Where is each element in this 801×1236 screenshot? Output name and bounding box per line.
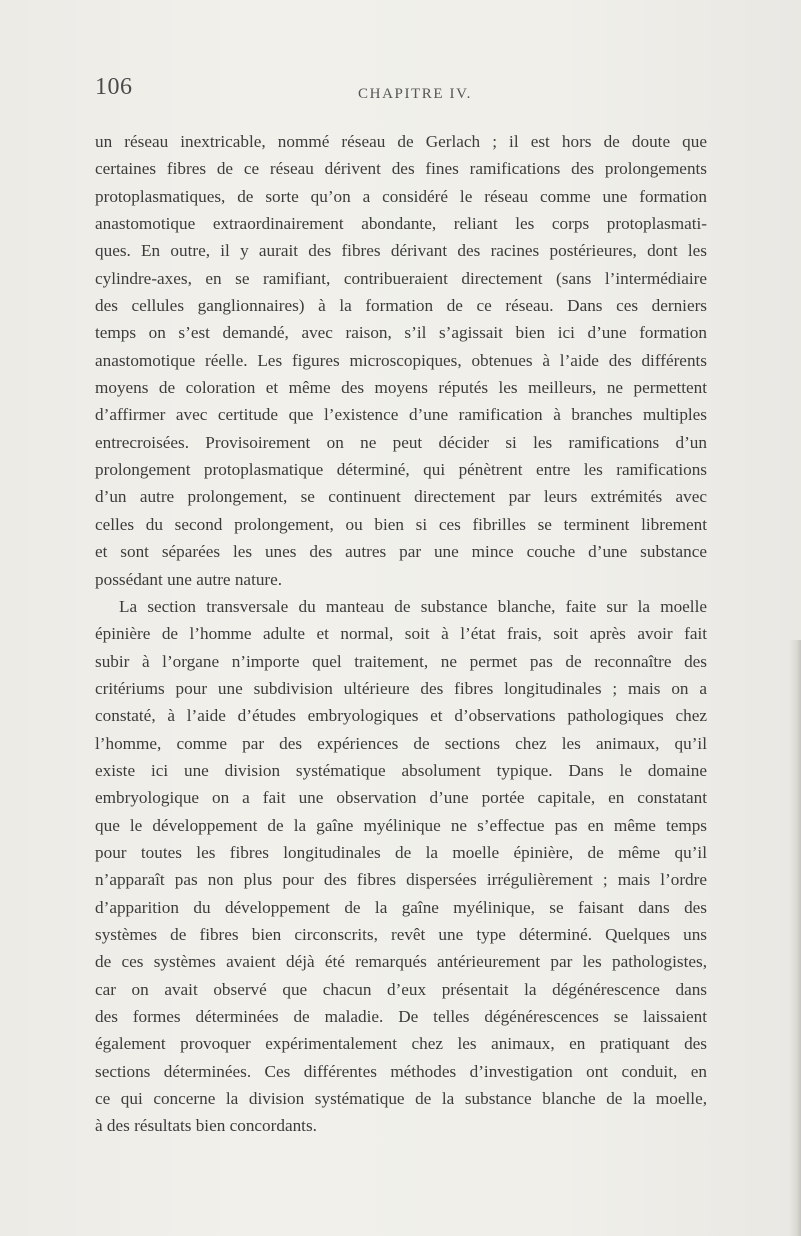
text-line: systèmes de fibres bien circonscrits, revêt une type déterminé. Quelques uns — [95, 924, 707, 944]
text-line: entrecroisées. Provisoirement on ne peut décider si les ramifications d’un — [95, 432, 707, 452]
paragraph-2 — [95, 593, 707, 1140]
text-line: d’affirmer avec certitude que l’existence d’une ramification à branches multiples — [95, 405, 707, 425]
text-line: prolongement protoplasmatique déterminé, qui pénètrent entre les ramifications — [95, 460, 707, 480]
text-line: La section transversale du manteau de substance blanche, faite sur la moelle — [119, 596, 707, 616]
text-line: à des résultats bien concordants. — [95, 1116, 317, 1136]
text-line: un réseau inextricable, nommé réseau de Gerlach ; il est hors de doute que — [95, 132, 707, 151]
page-edge-shadow — [789, 640, 801, 1236]
text-line: constaté, à l’aide d’études embryologiques et d’observations pathologiques chez — [95, 706, 707, 726]
page-header — [95, 74, 705, 114]
text-line: d’apparition du développement de la gaîne myélinique, se faisant dans des — [95, 897, 707, 917]
text-line: ques. En outre, il y aurait des fibres dérivant des racines postérieures, dont les — [95, 241, 707, 261]
text-line: critériums pour une subdivision ultérieure des fibres longitudinales ; mais on a — [95, 678, 707, 698]
text-line: existe ici une division systématique absolument typique. Dans le domaine — [95, 760, 707, 780]
text-line: subir à l’organe n’importe quel traitement, ne permet pas de reconnaître des — [95, 651, 707, 671]
text-line: possédant une autre nature. — [95, 569, 283, 589]
text-line: n’apparaît pas non plus pour des fibres dispersées irrégulièrement ; mais l’ordre — [95, 870, 707, 890]
page-number: 106 — [95, 74, 133, 100]
text-line: pour toutes les fibres longitudinales de la moelle épinière, de même qu’il — [95, 842, 707, 862]
text-line: celles du second prolongement, ou bien si ces fibrilles se terminent librement — [95, 514, 707, 534]
text-line: ce qui concerne la division systématique de la substance blanche de la moelle, — [95, 1089, 707, 1109]
text-line: protoplasmatiques, de sorte qu’on a considéré le réseau comme une formation — [95, 186, 707, 206]
text-line: épinière de l’homme adulte et normal, soit à l’état frais, soit après avoir fait — [95, 624, 707, 644]
text-line: d’un autre prolongement, se continuent directement par leurs extrémités avec — [95, 487, 707, 507]
body-text — [95, 128, 707, 1140]
text-line: moyens de coloration et même des moyens réputés les meilleurs, ne permettent — [95, 378, 707, 398]
text-line: de ces systèmes avaient déjà été remarqués antérieurement par les pathologistes, — [95, 952, 707, 972]
text-line: certaines fibres de ce réseau dérivent des fines ramifications des prolongements — [95, 159, 707, 179]
text-line: des cellules ganglionnaires) à la formation de ce réseau. Dans ces derniers — [95, 296, 707, 316]
text-line: temps on s’est demandé, avec raison, s’il s’agissait bien ici d’une formation — [95, 323, 707, 343]
text-line: anastomotique réelle. Les figures microscopiques, obtenues à l’aide des différents — [95, 350, 707, 370]
text-line: anastomotique extraordinairement abondante, reliant les corps protoplasmati- — [95, 214, 707, 234]
text-line: cylindre-axes, en se ramifiant, contribueraient directement (sans l’intermédiaire — [95, 268, 707, 288]
text-line: car on avait observé que chacun d’eux présentait la dégénérescence dans — [95, 979, 707, 999]
text-line: embryologique on a fait une observation d’une portée capitale, en constatant — [95, 788, 707, 808]
text-line: des formes déterminées de maladie. De telles dégénérescences se laissaient — [95, 1007, 707, 1026]
text-line: et sont séparées les unes des autres par une mince couche d’une substance — [95, 542, 707, 562]
text-line: sections déterminées. Ces différentes méthodes d’investigation ont conduit, en — [95, 1061, 707, 1081]
text-line: également provoquer expérimentalement chez les animaux, en pratiquant des — [95, 1034, 707, 1054]
text-line: que le développement de la gaîne myélinique ne s’effectue pas en même temps — [95, 815, 707, 835]
paragraph-1 — [95, 128, 707, 593]
text-line: l’homme, comme par des expériences de sections chez les animaux, qu’il — [95, 733, 707, 753]
running-title: CHAPITRE IV. — [358, 86, 472, 102]
